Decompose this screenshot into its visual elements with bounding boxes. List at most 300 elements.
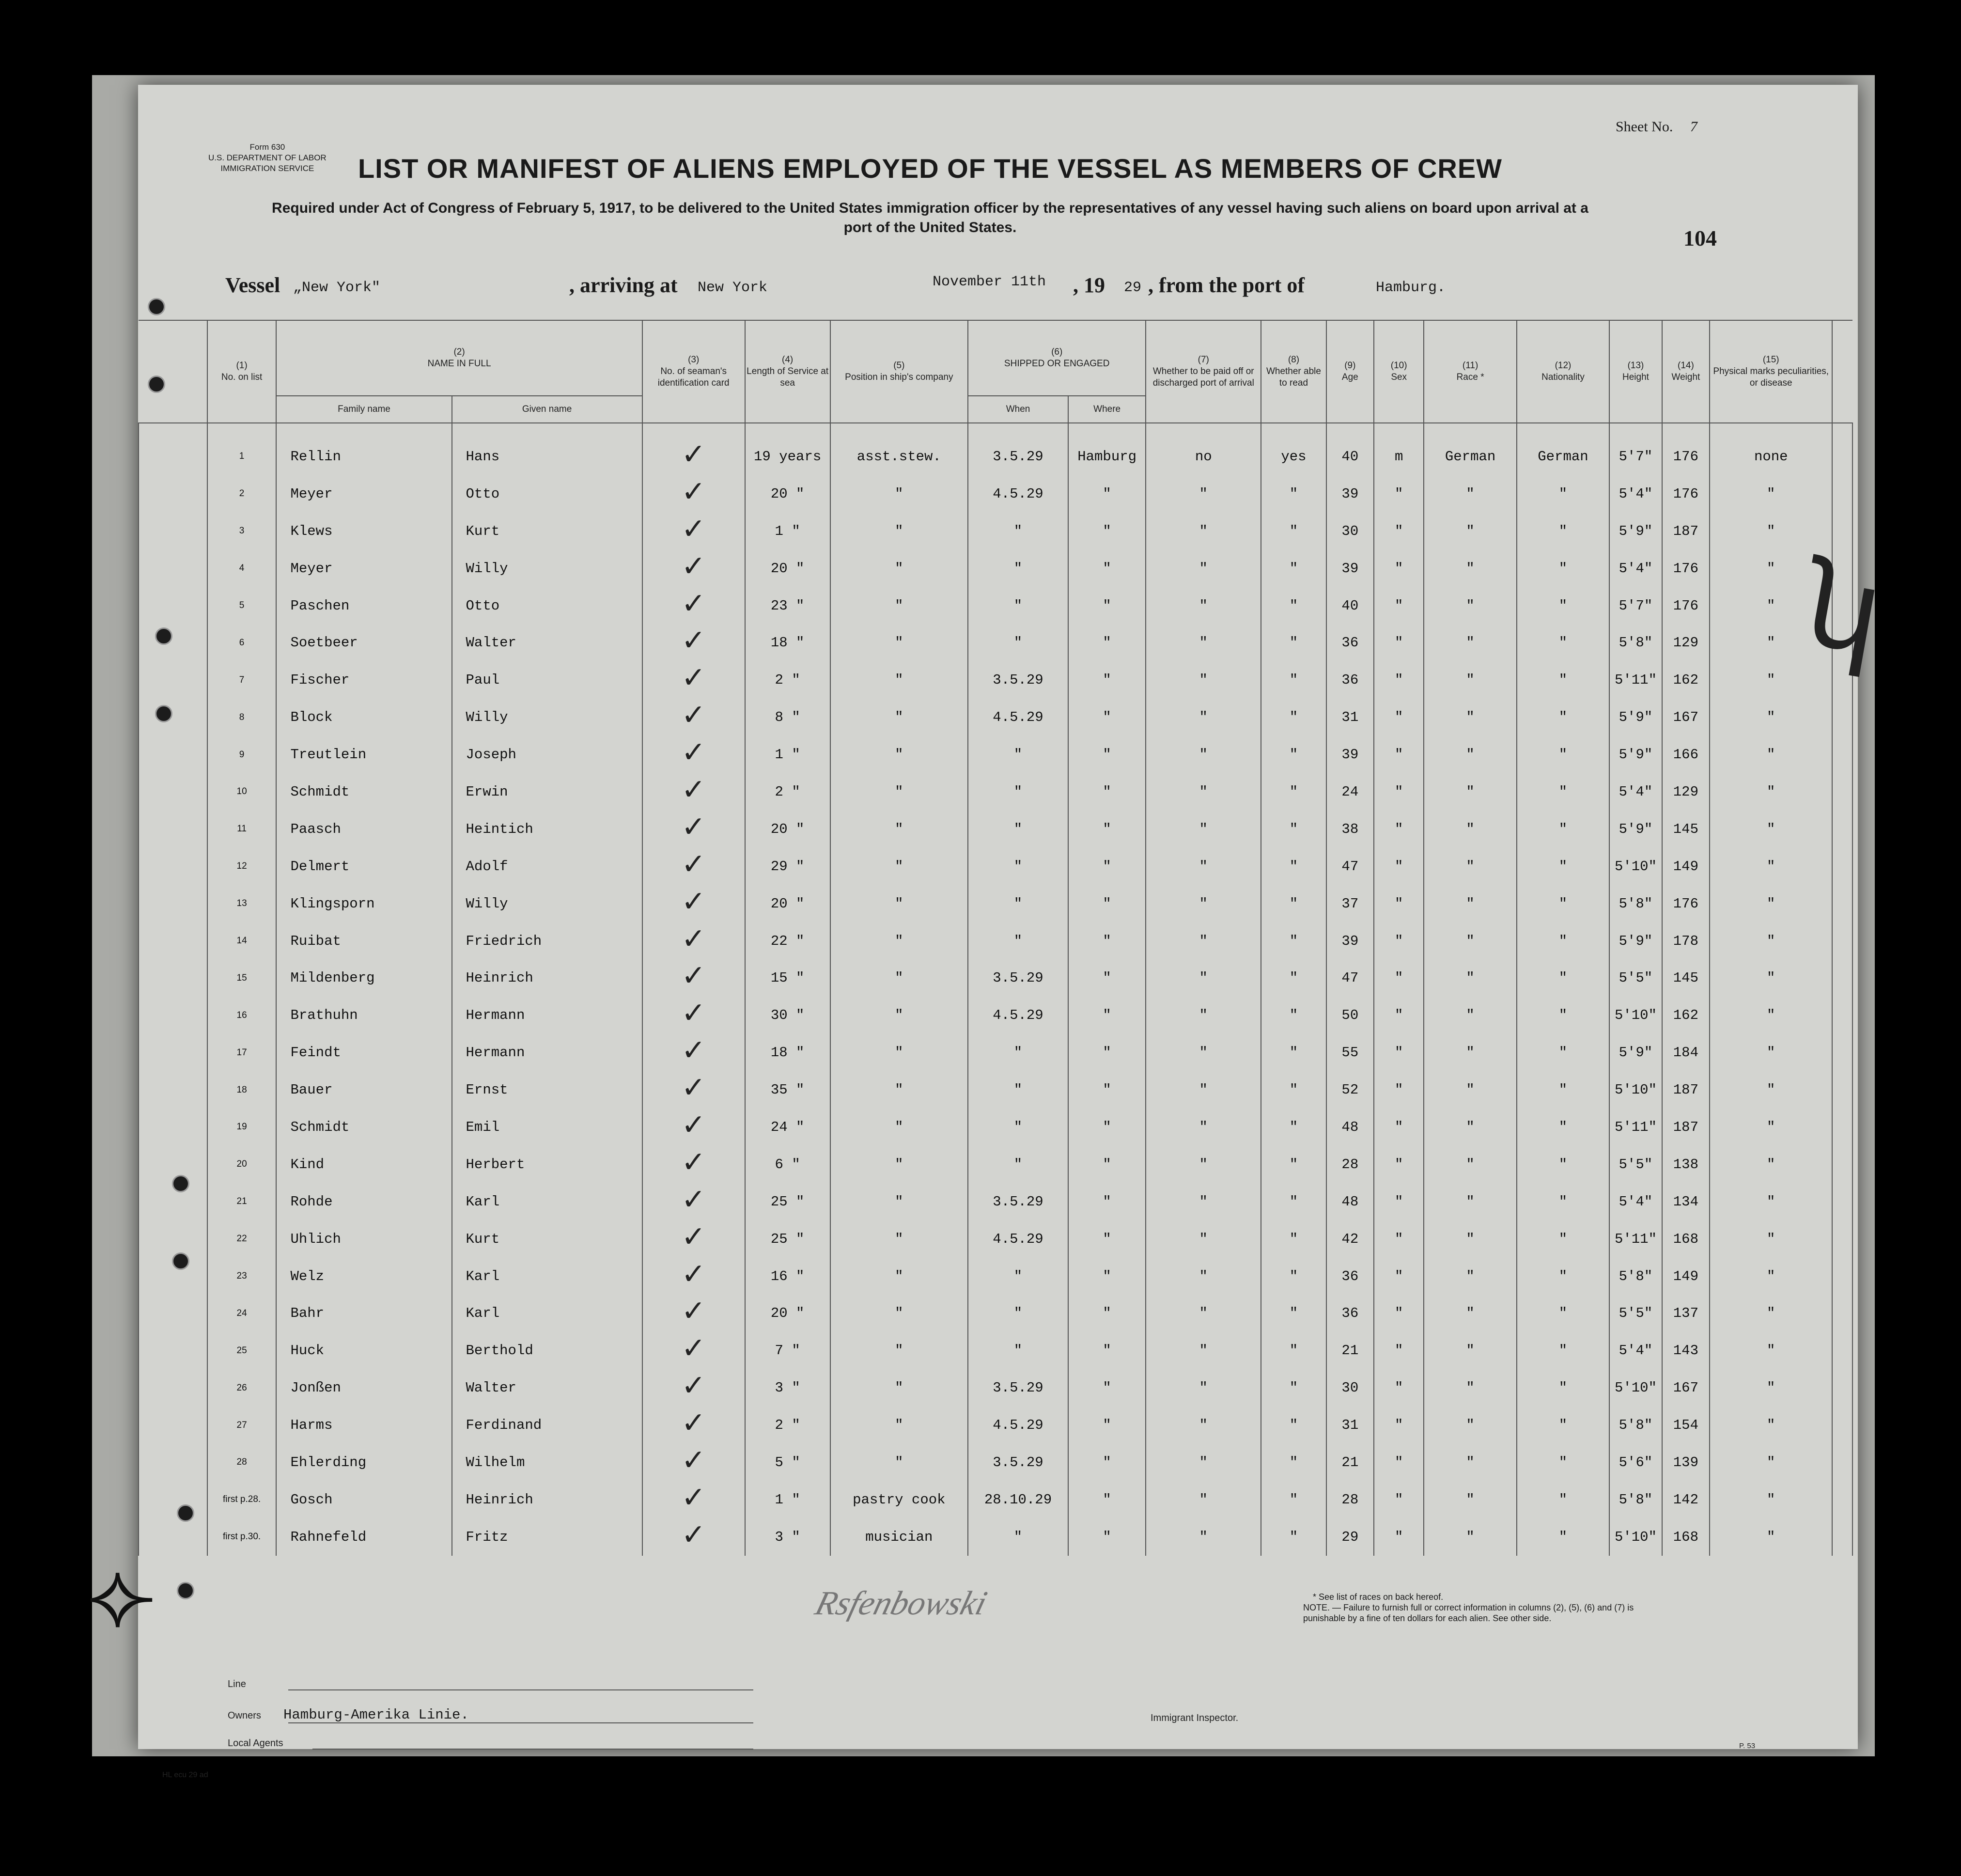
cell-read: " [1261, 699, 1326, 736]
owners-label: Owners [228, 1710, 261, 1721]
local-agents-label: Local Agents [228, 1738, 283, 1749]
cell-weight: 166 [1662, 736, 1710, 773]
cell-position: " [830, 699, 968, 736]
cell-marks: " [1710, 885, 1832, 922]
line-rule [288, 1689, 753, 1690]
cell-when: " [968, 1518, 1068, 1556]
cell-read: " [1261, 1183, 1326, 1220]
id-card-check-icon: ✓ [642, 624, 745, 661]
cell-marks: " [1710, 1332, 1832, 1369]
arriving-label: , arriving at [569, 273, 678, 297]
cell-paid: no [1146, 438, 1261, 475]
cell-height: 5'4" [1609, 550, 1662, 587]
cell-position: " [830, 736, 968, 773]
cell-where: " [1068, 550, 1146, 587]
id-card-check-icon: ✓ [642, 1220, 745, 1258]
cell-position: " [830, 997, 968, 1034]
cell-paid: " [1146, 699, 1261, 736]
cell-marks: " [1710, 922, 1832, 960]
cell-sex: " [1374, 1183, 1424, 1220]
cell-sex: " [1374, 1481, 1424, 1518]
cell-read: " [1261, 624, 1326, 661]
cell-position: " [830, 1332, 968, 1369]
cell-when: " [968, 848, 1068, 885]
cell-position: " [830, 1071, 968, 1109]
vessel-name: „New York" [293, 280, 381, 296]
cell-height: 5'4" [1609, 475, 1662, 513]
table-row [139, 1369, 1852, 1407]
cell-position: " [830, 922, 968, 960]
cell-family: Paasch [276, 811, 451, 848]
table-row [139, 1258, 1852, 1295]
row-end [1832, 1109, 1852, 1146]
cell-height: 5'8" [1609, 1407, 1662, 1444]
cell-where: " [1068, 1518, 1146, 1556]
cell-height: 5'4" [1609, 1183, 1662, 1220]
cell-where: " [1068, 1444, 1146, 1481]
row-end [1832, 1444, 1852, 1481]
hole-punch-icon [155, 627, 172, 645]
cell-race: " [1424, 1444, 1516, 1481]
cell-sex: " [1374, 811, 1424, 848]
cell-nationality: " [1517, 1407, 1609, 1444]
cell-age: 30 [1326, 513, 1374, 550]
cell-marks: " [1710, 475, 1832, 513]
cell-paid: " [1146, 1258, 1261, 1295]
table-row [139, 1444, 1852, 1481]
cell-family: Delmert [276, 848, 451, 885]
cell-age: 29 [1326, 1518, 1374, 1556]
row-margin [139, 661, 207, 699]
cell-no: 7 [207, 661, 277, 699]
hole-punch-icon [155, 705, 172, 722]
cell-service: 24 " [745, 1109, 830, 1146]
cell-race: " [1424, 550, 1516, 587]
cell-when: " [968, 1109, 1068, 1146]
cell-weight: 184 [1662, 1034, 1710, 1071]
cell-read: " [1261, 773, 1326, 811]
cell-read: " [1261, 1481, 1326, 1518]
cell-race: " [1424, 736, 1516, 773]
hole-punch-icon [172, 1175, 189, 1192]
row-margin [139, 811, 207, 848]
cell-when: " [968, 1146, 1068, 1183]
id-card-check-icon: ✓ [642, 1407, 745, 1444]
table-row [139, 773, 1852, 811]
cell-race: " [1424, 699, 1516, 736]
row-margin [139, 959, 207, 997]
row-margin [139, 1444, 207, 1481]
cell-service: 1 " [745, 513, 830, 550]
cell-given: Emil [452, 1109, 642, 1146]
cell-weight: 145 [1662, 959, 1710, 997]
hole-punch-icon [148, 375, 165, 393]
cell-when: " [968, 550, 1068, 587]
cell-position: " [830, 513, 968, 550]
cell-height: 5'10" [1609, 1071, 1662, 1109]
cell-paid: " [1146, 997, 1261, 1034]
cell-nationality: " [1517, 1332, 1609, 1369]
cell-where: " [1068, 1332, 1146, 1369]
cell-given: Hermann [452, 997, 642, 1034]
cell-race: " [1424, 1369, 1516, 1407]
cell-weight: 176 [1662, 885, 1710, 922]
cell-marks: " [1710, 1258, 1832, 1295]
row-end [1832, 1369, 1852, 1407]
cell-given: Kurt [452, 1220, 642, 1258]
pencil-mark-icon: ʮ [1793, 534, 1893, 682]
row-end [1832, 1258, 1852, 1295]
cell-family: Huck [276, 1332, 451, 1369]
cell-marks: " [1710, 811, 1832, 848]
cell-no: first p.28. [207, 1481, 277, 1518]
col5-header: Position in ship's company [845, 372, 953, 382]
cell-given: Otto [452, 587, 642, 625]
cell-nationality: German [1517, 438, 1609, 475]
cell-weight: 134 [1662, 1183, 1710, 1220]
row-margin [139, 1071, 207, 1109]
cell-race: " [1424, 1071, 1516, 1109]
cell-sex: m [1374, 438, 1424, 475]
cell-when: 3.5.29 [968, 1183, 1068, 1220]
cell-height: 5'10" [1609, 848, 1662, 885]
cell-when: 4.5.29 [968, 1220, 1068, 1258]
row-end [1832, 475, 1852, 513]
cell-race: " [1424, 1481, 1516, 1518]
col7-header: Whether to be paid off or discharged port of arrival [1152, 366, 1254, 388]
row-margin [139, 475, 207, 513]
cell-read: " [1261, 811, 1326, 848]
cell-race: " [1424, 1295, 1516, 1332]
cell-paid: " [1146, 811, 1261, 848]
row-margin [139, 773, 207, 811]
cell-given: Heinrich [452, 959, 642, 997]
cell-nationality: " [1517, 1481, 1609, 1518]
cell-no: 5 [207, 587, 277, 625]
cell-service: 18 " [745, 624, 830, 661]
id-card-check-icon: ✓ [642, 1146, 745, 1183]
cell-height: 5'9" [1609, 811, 1662, 848]
col6-number: (6) [1051, 347, 1063, 357]
table-row [139, 885, 1852, 922]
row-margin [139, 513, 207, 550]
cell-given: Erwin [452, 773, 642, 811]
cell-given: Friedrich [452, 922, 642, 960]
cell-paid: " [1146, 587, 1261, 625]
table-row [139, 1109, 1852, 1146]
cell-weight: 142 [1662, 1481, 1710, 1518]
cell-family: Bauer [276, 1071, 451, 1109]
cell-age: 48 [1326, 1183, 1374, 1220]
table-row [139, 624, 1852, 661]
row-margin [139, 1034, 207, 1071]
cell-position: " [830, 661, 968, 699]
cell-race: " [1424, 997, 1516, 1034]
cell-position: " [830, 1220, 968, 1258]
cell-age: 28 [1326, 1481, 1374, 1518]
row-end [1832, 699, 1852, 736]
cell-family: Paschen [276, 587, 451, 625]
row-end [1832, 1183, 1852, 1220]
printer-code: HL ecu 29 ad [162, 1771, 208, 1779]
id-card-check-icon: ✓ [642, 699, 745, 736]
cell-weight: 145 [1662, 811, 1710, 848]
cell-service: 6 " [745, 1146, 830, 1183]
when-header: When [968, 396, 1068, 423]
owners-rule [288, 1722, 753, 1723]
cell-where: " [1068, 513, 1146, 550]
cell-age: 39 [1326, 922, 1374, 960]
cell-sex: " [1374, 1407, 1424, 1444]
cell-paid: " [1146, 550, 1261, 587]
col12-number: (12) [1555, 360, 1572, 371]
cell-age: 21 [1326, 1332, 1374, 1369]
cell-marks: " [1710, 1220, 1832, 1258]
row-end [1832, 885, 1852, 922]
row-margin [139, 1332, 207, 1369]
cell-height: 5'5" [1609, 959, 1662, 997]
cell-paid: " [1146, 475, 1261, 513]
cell-age: 38 [1326, 811, 1374, 848]
cell-sex: " [1374, 959, 1424, 997]
cell-where: " [1068, 736, 1146, 773]
cell-age: 48 [1326, 1109, 1374, 1146]
cell-age: 36 [1326, 661, 1374, 699]
cell-no: 25 [207, 1332, 277, 1369]
col1-header: No. on list [221, 372, 263, 382]
id-card-check-icon: ✓ [642, 736, 745, 773]
cell-race: " [1424, 773, 1516, 811]
cell-position: " [830, 1183, 968, 1220]
row-end [1832, 1071, 1852, 1109]
cell-read: " [1261, 1220, 1326, 1258]
hole-punch-icon [172, 1252, 189, 1270]
cell-family: Harms [276, 1407, 451, 1444]
table-row [139, 587, 1852, 625]
cell-position: " [830, 1407, 968, 1444]
cell-nationality: " [1517, 587, 1609, 625]
cell-no: 9 [207, 736, 277, 773]
table-row [139, 848, 1852, 885]
cell-height: 5'8" [1609, 1481, 1662, 1518]
cell-nationality: " [1517, 1220, 1609, 1258]
cell-where: " [1068, 587, 1146, 625]
cell-given: Kurt [452, 513, 642, 550]
cell-service: 22 " [745, 922, 830, 960]
cell-read: " [1261, 959, 1326, 997]
cell-marks: " [1710, 959, 1832, 997]
row-end [1832, 1220, 1852, 1258]
cell-when: 3.5.29 [968, 661, 1068, 699]
cell-weight: 176 [1662, 475, 1710, 513]
cell-race: " [1424, 811, 1516, 848]
cell-age: 47 [1326, 848, 1374, 885]
cell-height: 5'10" [1609, 1518, 1662, 1556]
cell-family: Bahr [276, 1295, 451, 1332]
cell-marks: " [1710, 1146, 1832, 1183]
cell-height: 5'8" [1609, 885, 1662, 922]
line-label: Line [228, 1679, 246, 1689]
cell-given: Adolf [452, 848, 642, 885]
cell-paid: " [1146, 1034, 1261, 1071]
cell-paid: " [1146, 1332, 1261, 1369]
cell-read: " [1261, 1109, 1326, 1146]
cell-age: 39 [1326, 736, 1374, 773]
cell-sex: " [1374, 624, 1424, 661]
cell-service: 20 " [745, 1295, 830, 1332]
id-card-check-icon: ✓ [642, 550, 745, 587]
cell-marks: " [1710, 773, 1832, 811]
inspector-signature: Rsfenbowski [811, 1585, 991, 1622]
cell-position: pastry cook [830, 1481, 968, 1518]
cell-age: 52 [1326, 1071, 1374, 1109]
cell-marks: " [1710, 1481, 1832, 1518]
year-value: 29 [1124, 280, 1142, 296]
cell-no: 1 [207, 438, 277, 475]
cell-weight: 168 [1662, 1220, 1710, 1258]
cell-nationality: " [1517, 885, 1609, 922]
cell-where: " [1068, 773, 1146, 811]
cell-age: 55 [1326, 1034, 1374, 1071]
cell-family: Ehlerding [276, 1444, 451, 1481]
cell-race: " [1424, 1220, 1516, 1258]
row-end [1832, 848, 1852, 885]
cell-sex: " [1374, 587, 1424, 625]
cell-race: " [1424, 959, 1516, 997]
cell-paid: " [1146, 1369, 1261, 1407]
cell-height: 5'4" [1609, 773, 1662, 811]
cell-nationality: " [1517, 997, 1609, 1034]
cell-no: 15 [207, 959, 277, 997]
cell-nationality: " [1517, 959, 1609, 997]
cell-position: " [830, 1146, 968, 1183]
corner-code: P. 53 [1739, 1742, 1756, 1750]
col7-number: (7) [1198, 355, 1209, 365]
cell-marks: " [1710, 550, 1832, 587]
cell-service: 16 " [745, 1258, 830, 1295]
table-row [139, 1034, 1852, 1071]
cell-no: 26 [207, 1369, 277, 1407]
row-margin [139, 1183, 207, 1220]
departure-port: Hamburg. [1376, 280, 1446, 296]
col5-number: (5) [893, 360, 905, 371]
id-card-check-icon: ✓ [642, 1034, 745, 1071]
col12-header: Nationality [1541, 372, 1585, 382]
cell-no: 16 [207, 997, 277, 1034]
cell-paid: " [1146, 922, 1261, 960]
col11-header: Race * [1456, 372, 1484, 382]
cell-age: 31 [1326, 699, 1374, 736]
table-row [139, 1407, 1852, 1444]
cell-read: " [1261, 475, 1326, 513]
cell-service: 30 " [745, 997, 830, 1034]
row-end [1832, 1146, 1852, 1183]
cell-given: Ferdinand [452, 1407, 642, 1444]
cell-read: " [1261, 550, 1326, 587]
cell-where: " [1068, 848, 1146, 885]
page-number: 104 [1683, 226, 1717, 250]
cell-service: 20 " [745, 475, 830, 513]
cell-where: Hamburg [1068, 438, 1146, 475]
row-margin [139, 1146, 207, 1183]
cell-position: " [830, 624, 968, 661]
cell-age: 42 [1326, 1220, 1374, 1258]
from-port-label: , from the port of [1148, 273, 1305, 297]
id-card-check-icon: ✓ [642, 1332, 745, 1369]
cell-race: " [1424, 1332, 1516, 1369]
id-card-check-icon: ✓ [642, 1369, 745, 1407]
cell-age: 40 [1326, 438, 1374, 475]
cell-given: Otto [452, 475, 642, 513]
cell-weight: 168 [1662, 1518, 1710, 1556]
cell-when: " [968, 513, 1068, 550]
cell-when: 4.5.29 [968, 1407, 1068, 1444]
row-margin [139, 1220, 207, 1258]
cell-service: 7 " [745, 1332, 830, 1369]
department-label: U.S. DEPARTMENT OF LABOR [208, 153, 327, 162]
table-row [139, 513, 1852, 550]
cell-family: Schmidt [276, 773, 451, 811]
row-end [1832, 773, 1852, 811]
hole-punch-icon [177, 1504, 194, 1522]
cell-family: Klews [276, 513, 451, 550]
cell-family: Rahnefeld [276, 1518, 451, 1556]
cell-no: 23 [207, 1258, 277, 1295]
cell-nationality: " [1517, 1258, 1609, 1295]
cell-race: " [1424, 1183, 1516, 1220]
cell-weight: 187 [1662, 513, 1710, 550]
table-row [139, 1518, 1852, 1556]
cell-given: Hans [452, 438, 642, 475]
cell-marks: " [1710, 848, 1832, 885]
col11-number: (11) [1462, 360, 1479, 371]
cell-where: " [1068, 699, 1146, 736]
cell-position: " [830, 1295, 968, 1332]
cell-sex: " [1374, 550, 1424, 587]
cell-given: Walter [452, 1369, 642, 1407]
hole-punch-icon [177, 1582, 194, 1599]
col4-number: (4) [782, 355, 794, 365]
cell-height: 5'8" [1609, 1258, 1662, 1295]
cell-family: Uhlich [276, 1220, 451, 1258]
cell-when: " [968, 736, 1068, 773]
row-margin [139, 848, 207, 885]
cell-race: " [1424, 661, 1516, 699]
cell-given: Willy [452, 885, 642, 922]
cell-where: " [1068, 811, 1146, 848]
cell-service: 15 " [745, 959, 830, 997]
races-note: * See list of races on back hereof. [1313, 1592, 1444, 1602]
id-card-check-icon: ✓ [642, 1518, 745, 1556]
cell-given: Heintich [452, 811, 642, 848]
cell-given: Walter [452, 624, 642, 661]
cell-weight: 138 [1662, 1146, 1710, 1183]
cell-no: 3 [207, 513, 277, 550]
cell-height: 5'11" [1609, 661, 1662, 699]
cell-given: Berthold [452, 1332, 642, 1369]
cell-when: " [968, 587, 1068, 625]
cell-read: " [1261, 1407, 1326, 1444]
cell-family: Block [276, 699, 451, 736]
cell-family: Gosch [276, 1481, 451, 1518]
cell-where: " [1068, 1258, 1146, 1295]
cell-marks: " [1710, 1109, 1832, 1146]
cell-height: 5'5" [1609, 1146, 1662, 1183]
cell-marks: " [1710, 1183, 1832, 1220]
manifest-page [138, 85, 1893, 1779]
cell-paid: " [1146, 1220, 1261, 1258]
crew-table-body [139, 423, 1852, 1556]
